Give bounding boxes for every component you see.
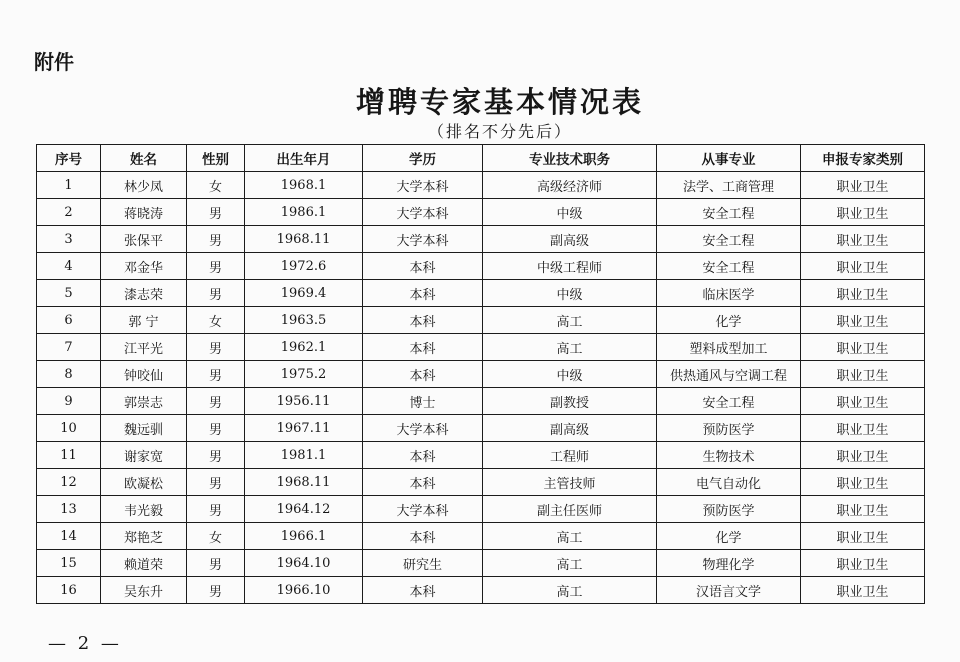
cell-field: 安全工程 — [657, 388, 801, 415]
header-category: 申报专家类别 — [801, 145, 925, 172]
cell-field: 临床医学 — [657, 280, 801, 307]
page-number: — 2 — — [48, 633, 122, 654]
cell-field: 化学 — [657, 307, 801, 334]
cell-gender: 男 — [187, 388, 245, 415]
cell-category: 职业卫生 — [801, 577, 925, 604]
cell-birth: 1964.12 — [245, 496, 363, 523]
cell-education: 大学本科 — [363, 496, 483, 523]
table-row — [37, 496, 925, 523]
cell-birth: 1962.1 — [245, 334, 363, 361]
cell-title: 副高级 — [483, 226, 657, 253]
table-row — [37, 361, 925, 388]
table-row — [37, 388, 925, 415]
cell-gender: 男 — [187, 253, 245, 280]
cell-title: 中级 — [483, 280, 657, 307]
cell-index: 6 — [37, 307, 101, 334]
header-field: 从事专业 — [657, 145, 801, 172]
cell-index: 4 — [37, 253, 101, 280]
cell-education: 本科 — [363, 253, 483, 280]
cell-field: 安全工程 — [657, 253, 801, 280]
cell-title: 副高级 — [483, 415, 657, 442]
cell-name: 漆志荣 — [101, 280, 187, 307]
cell-name: 吴东升 — [101, 577, 187, 604]
header-gender: 性别 — [187, 145, 245, 172]
document-title: 增聘专家基本情况表 — [355, 85, 644, 119]
document-subtitle: （排名不分先后） — [427, 122, 572, 141]
cell-name: 江平光 — [101, 334, 187, 361]
cell-title: 高工 — [483, 307, 657, 334]
cell-name: 韦光毅 — [101, 496, 187, 523]
cell-category: 职业卫生 — [801, 550, 925, 577]
cell-title: 高级经济师 — [483, 172, 657, 199]
cell-field: 塑料成型加工 — [657, 334, 801, 361]
cell-category: 职业卫生 — [801, 496, 925, 523]
cell-birth: 1956.11 — [245, 388, 363, 415]
cell-gender: 男 — [187, 334, 245, 361]
cell-name: 郭 宁 — [101, 307, 187, 334]
cell-gender: 男 — [187, 550, 245, 577]
cell-name: 林少凤 — [101, 172, 187, 199]
cell-index: 5 — [37, 280, 101, 307]
cell-field: 物理化学 — [657, 550, 801, 577]
cell-category: 职业卫生 — [801, 307, 925, 334]
cell-birth: 1972.6 — [245, 253, 363, 280]
cell-gender: 男 — [187, 442, 245, 469]
cell-index: 9 — [37, 388, 101, 415]
cell-title: 高工 — [483, 550, 657, 577]
cell-title: 副主任医师 — [483, 496, 657, 523]
cell-index: 15 — [37, 550, 101, 577]
cell-name: 谢家宽 — [101, 442, 187, 469]
cell-category: 职业卫生 — [801, 523, 925, 550]
cell-birth: 1969.4 — [245, 280, 363, 307]
cell-field: 安全工程 — [657, 226, 801, 253]
table-row — [37, 469, 925, 496]
table-row — [37, 253, 925, 280]
cell-birth: 1966.10 — [245, 577, 363, 604]
cell-category: 职业卫生 — [801, 226, 925, 253]
cell-name: 赖道荣 — [101, 550, 187, 577]
cell-birth: 1981.1 — [245, 442, 363, 469]
cell-field: 预防医学 — [657, 415, 801, 442]
cell-field: 安全工程 — [657, 199, 801, 226]
cell-gender: 男 — [187, 199, 245, 226]
cell-field: 化学 — [657, 523, 801, 550]
cell-title: 高工 — [483, 334, 657, 361]
cell-index: 2 — [37, 199, 101, 226]
table-row — [37, 199, 925, 226]
cell-name: 欧凝松 — [101, 469, 187, 496]
header-education: 学历 — [363, 145, 483, 172]
cell-birth: 1964.10 — [245, 550, 363, 577]
cell-index: 7 — [37, 334, 101, 361]
cell-education: 本科 — [363, 307, 483, 334]
cell-index: 11 — [37, 442, 101, 469]
cell-name: 钟咬仙 — [101, 361, 187, 388]
cell-gender: 男 — [187, 496, 245, 523]
cell-education: 本科 — [363, 469, 483, 496]
cell-title: 副教授 — [483, 388, 657, 415]
cell-title: 中级 — [483, 361, 657, 388]
cell-gender: 女 — [187, 307, 245, 334]
cell-name: 张保平 — [101, 226, 187, 253]
header-title: 专业技术职务 — [483, 145, 657, 172]
cell-title: 高工 — [483, 523, 657, 550]
table-row — [37, 280, 925, 307]
cell-title: 高工 — [483, 577, 657, 604]
cell-category: 职业卫生 — [801, 253, 925, 280]
cell-education: 大学本科 — [363, 172, 483, 199]
cell-category: 职业卫生 — [801, 442, 925, 469]
header-name: 姓名 — [101, 145, 187, 172]
cell-gender: 女 — [187, 523, 245, 550]
table-row — [37, 334, 925, 361]
cell-education: 本科 — [363, 577, 483, 604]
cell-gender: 男 — [187, 361, 245, 388]
cell-education: 本科 — [363, 280, 483, 307]
cell-name: 魏远驯 — [101, 415, 187, 442]
cell-birth: 1963.5 — [245, 307, 363, 334]
cell-category: 职业卫生 — [801, 172, 925, 199]
cell-category: 职业卫生 — [801, 388, 925, 415]
cell-gender: 男 — [187, 577, 245, 604]
cell-title: 中级工程师 — [483, 253, 657, 280]
cell-index: 1 — [37, 172, 101, 199]
cell-gender: 男 — [187, 226, 245, 253]
cell-field: 法学、工商管理 — [657, 172, 801, 199]
cell-category: 职业卫生 — [801, 280, 925, 307]
cell-birth: 1967.11 — [245, 415, 363, 442]
experts-table — [36, 144, 925, 604]
cell-index: 14 — [37, 523, 101, 550]
table-row — [37, 226, 925, 253]
cell-index: 8 — [37, 361, 101, 388]
table-row — [37, 577, 925, 604]
cell-field: 生物技术 — [657, 442, 801, 469]
cell-name: 邓金华 — [101, 253, 187, 280]
cell-category: 职业卫生 — [801, 469, 925, 496]
cell-education: 本科 — [363, 334, 483, 361]
table-row — [37, 442, 925, 469]
cell-education: 大学本科 — [363, 226, 483, 253]
cell-birth: 1968.11 — [245, 469, 363, 496]
table-row — [37, 172, 925, 199]
cell-index: 13 — [37, 496, 101, 523]
cell-index: 16 — [37, 577, 101, 604]
cell-gender: 女 — [187, 172, 245, 199]
cell-birth: 1986.1 — [245, 199, 363, 226]
cell-title: 工程师 — [483, 442, 657, 469]
table-row — [37, 415, 925, 442]
table-body — [37, 172, 925, 604]
attachment-label: 附件 — [34, 50, 74, 74]
cell-education: 大学本科 — [363, 199, 483, 226]
cell-title: 中级 — [483, 199, 657, 226]
cell-education: 本科 — [363, 442, 483, 469]
cell-name: 郑艳芝 — [101, 523, 187, 550]
table-row — [37, 550, 925, 577]
cell-birth: 1968.11 — [245, 226, 363, 253]
cell-index: 3 — [37, 226, 101, 253]
cell-title: 主管技师 — [483, 469, 657, 496]
table-header-row — [37, 145, 925, 172]
cell-category: 职业卫生 — [801, 415, 925, 442]
cell-education: 博士 — [363, 388, 483, 415]
cell-field: 汉语言文学 — [657, 577, 801, 604]
cell-education: 本科 — [363, 361, 483, 388]
cell-category: 职业卫生 — [801, 334, 925, 361]
cell-education: 研究生 — [363, 550, 483, 577]
cell-field: 电气自动化 — [657, 469, 801, 496]
header-birth: 出生年月 — [245, 145, 363, 172]
cell-gender: 男 — [187, 469, 245, 496]
cell-category: 职业卫生 — [801, 361, 925, 388]
header-index: 序号 — [37, 145, 101, 172]
cell-name: 蒋晓涛 — [101, 199, 187, 226]
cell-field: 预防医学 — [657, 496, 801, 523]
cell-education: 本科 — [363, 523, 483, 550]
table-row — [37, 307, 925, 334]
table-row — [37, 523, 925, 550]
cell-birth: 1968.1 — [245, 172, 363, 199]
cell-birth: 1966.1 — [245, 523, 363, 550]
cell-gender: 男 — [187, 415, 245, 442]
cell-index: 10 — [37, 415, 101, 442]
cell-education: 大学本科 — [363, 415, 483, 442]
cell-gender: 男 — [187, 280, 245, 307]
cell-field: 供热通风与空调工程 — [657, 361, 801, 388]
cell-birth: 1975.2 — [245, 361, 363, 388]
cell-name: 郭崇志 — [101, 388, 187, 415]
cell-index: 12 — [37, 469, 101, 496]
cell-category: 职业卫生 — [801, 199, 925, 226]
